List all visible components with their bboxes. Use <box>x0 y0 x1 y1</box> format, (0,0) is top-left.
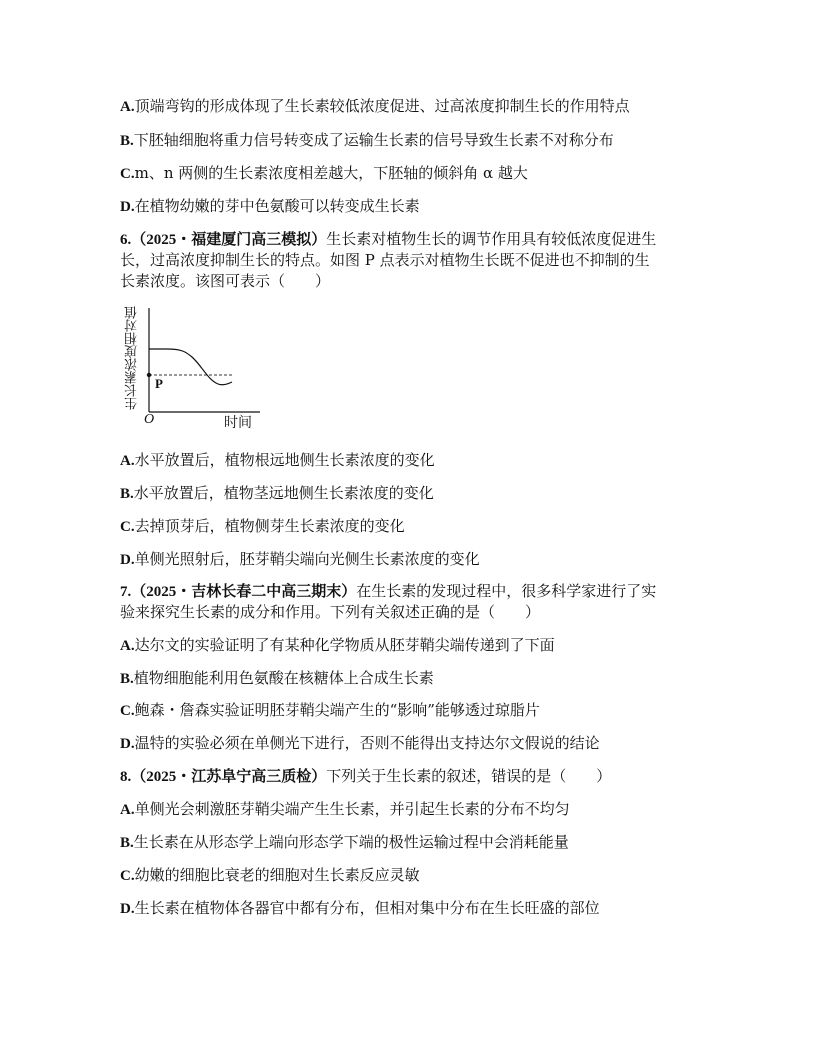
q5-option-b <box>120 130 614 151</box>
option-text: 生长素在植物体各器官中都有分布，但相对集中分布在生长旺盛的部位 <box>134 899 600 917</box>
q7-stem-line-2: 验来探究生长素的成分和作用。下列有关叙述正确的是（ ） <box>120 603 541 621</box>
q7-option-d <box>120 733 600 754</box>
q8-option-a <box>120 799 570 820</box>
question-source: （2025・江苏阜宁高三质检） <box>131 769 327 785</box>
q7-option-a <box>120 635 555 656</box>
option-letter: C. <box>120 703 135 719</box>
option-text: 单侧光照射后，胚芽鞘尖端向光侧生长素浓度的变化 <box>134 550 480 568</box>
question-source: （2025・福建厦门高三模拟） <box>131 232 327 248</box>
p-label: P <box>155 376 163 391</box>
option-text: 水平放置后，植物茎远地侧生长素浓度的变化 <box>133 484 434 502</box>
option-text: 温特的实验必须在单侧光下进行，否则不能得出支持达尔文假说的结论 <box>134 734 600 752</box>
q6-option-d <box>120 549 480 570</box>
option-letter: B. <box>120 671 134 687</box>
option-letter: C. <box>120 519 135 535</box>
q6-option-c <box>120 516 405 537</box>
question-text: 生长素对植物生长的调节作用具有较低浓度促进生 <box>326 230 657 248</box>
concentration-time-graph <box>120 300 270 430</box>
option-letter: C. <box>120 868 135 884</box>
option-text: 顶端弯钩的形成体现了生长素较低浓度促进、过高浓度抑制生长的作用特点 <box>134 97 630 115</box>
q6-stem-line-2: 长，过高浓度抑制生长的特点。如图 P 点表示对植物生长既不促进也不抑制的生 <box>120 251 650 269</box>
option-letter: D. <box>120 736 135 752</box>
p-point <box>147 373 151 377</box>
option-text: 生长素在从形态学上端向形态学下端的极性运输过程中会消耗能量 <box>133 833 569 851</box>
q5-option-d <box>120 196 420 217</box>
q7-option-b <box>120 668 434 689</box>
question-text: 下列关于生长素的叙述，错误的是（ ） <box>326 767 612 785</box>
question-source: （2025・吉林长春二中高三期末） <box>131 584 357 600</box>
option-text: 下胚轴细胞将重力信号转变成了运输生长素的信号导致生长素不对称分布 <box>133 131 614 149</box>
option-text: 水平放置后，植物根远地侧生长素浓度的变化 <box>134 451 435 469</box>
option-text: 鲍森・詹森实验证明胚芽鞘尖端产生的“影响”能够透过琼脂片 <box>134 701 540 719</box>
option-text: 达尔文的实验证明了有某种化学物质从胚芽鞘尖端传递到了下面 <box>134 636 555 654</box>
option-text: 去掉顶芽后，植物侧芽生长素浓度的变化 <box>134 517 405 535</box>
q6-stem-line-3: 长素浓度。该图可表示（ ） <box>120 272 331 290</box>
option-text: 在植物幼嫩的芽中色氨酸可以转变成生长素 <box>134 197 420 215</box>
q5-option-c <box>120 163 528 184</box>
y-axis-label: 生长素浓度相对值 <box>125 306 140 410</box>
option-letter: D. <box>120 552 135 568</box>
q8-option-d <box>120 898 600 919</box>
q5-option-a <box>120 96 630 117</box>
question-text: 在生长素的发现过程中，很多科学家进行了实 <box>356 582 657 600</box>
q8-option-b <box>120 832 569 853</box>
option-text: m、n 两侧的生长素浓度相差越大，下胚轴的倾斜角 α 越大 <box>134 164 528 182</box>
option-letter: B. <box>120 486 134 502</box>
q7-stem-line-1 <box>120 581 656 602</box>
option-letter: A. <box>120 453 135 469</box>
origin-label: O <box>144 412 155 427</box>
x-axis-label: 时间 <box>224 415 252 431</box>
q8-stem-line-1 <box>120 766 611 787</box>
option-text: 植物细胞能利用色氨酸在核糖体上合成生长素 <box>133 669 434 687</box>
question-number: 7. <box>120 584 132 600</box>
option-letter: A. <box>120 802 135 818</box>
option-text: 单侧光会刺激胚芽鞘尖端产生生长素，并引起生长素的分布不均匀 <box>134 800 570 818</box>
option-letter: A. <box>120 638 135 654</box>
option-letter: A. <box>120 99 135 115</box>
option-letter: B. <box>120 835 134 851</box>
option-letter: D. <box>120 901 135 917</box>
q6-stem-line-1 <box>120 229 656 250</box>
question-number: 6. <box>120 232 132 248</box>
option-text: 幼嫩的细胞比衰老的细胞对生长素反应灵敏 <box>134 866 420 884</box>
q6-option-a <box>120 450 435 471</box>
q7-option-c <box>120 700 540 721</box>
option-letter: D. <box>120 199 135 215</box>
q6-option-b <box>120 483 434 504</box>
option-letter: B. <box>120 133 134 149</box>
option-letter: C. <box>120 166 135 182</box>
question-number: 8. <box>120 769 132 785</box>
q8-option-c <box>120 865 420 886</box>
